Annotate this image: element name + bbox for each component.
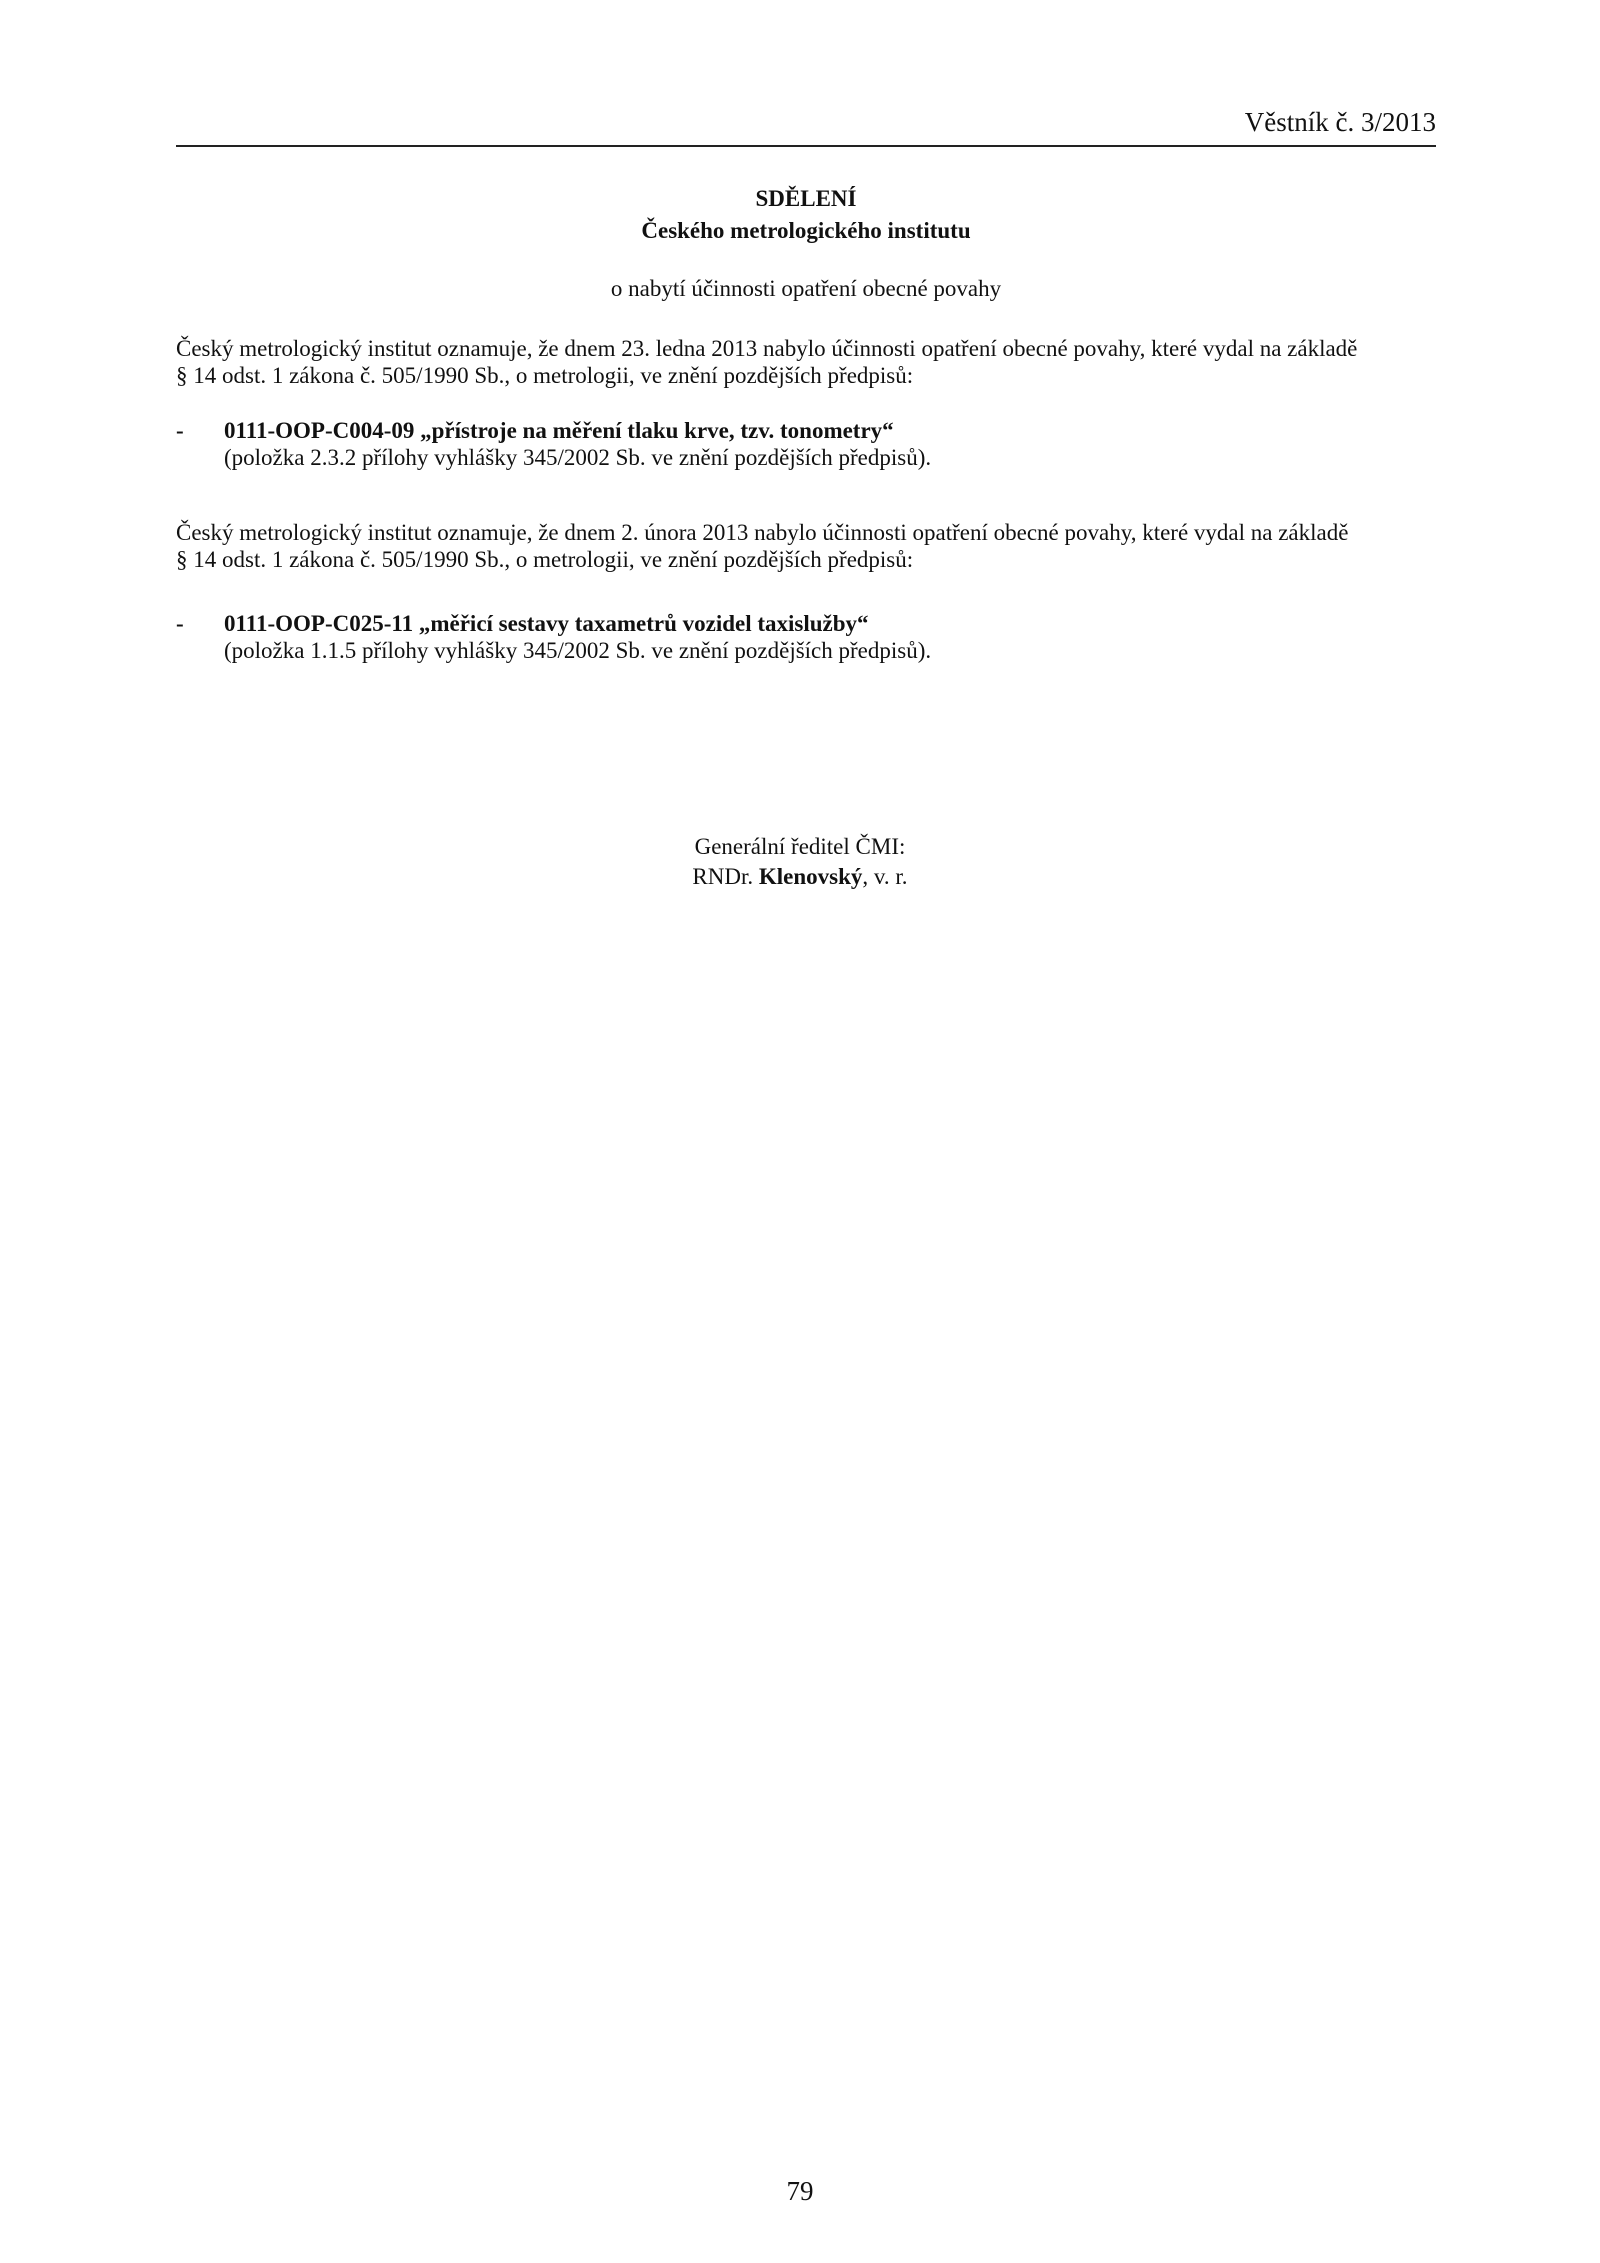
page-number: 79 (786, 2176, 814, 2206)
signature-name: Klenovský (758, 864, 863, 889)
notice-subject: o nabytí účinnosti opatření obecné povahy (610, 276, 1002, 301)
notice-subtitle: Českého metrologického institutu (641, 218, 971, 243)
section-1-list-dash: - (176, 418, 184, 443)
section-2-paragraph-line-1: Český metrologický institut oznamuje, že dnem 2. února 2013 nabylo účinnosti opatření obecné povahy, které vydal na základě (176, 520, 1349, 545)
section-2-list-dash: - (176, 611, 184, 636)
signature-suffix: , v. r. (862, 864, 908, 889)
section-1-paragraph-line-1: Český metrologický institut oznamuje, že dnem 23. ledna 2013 nabylo účinnosti opatření obecné povahy, které vydal na základě (176, 336, 1358, 361)
signature-role: Generální ředitel ČMI: (694, 834, 906, 859)
section-1-list-item-title: 0111-OOP-C004-09 „přístroje na měření tlaku krve, tzv. tonometry“ (224, 418, 894, 443)
section-1-paragraph-line-2: § 14 odst. 1 zákona č. 505/1990 Sb., o metrologii, ve znění pozdějších předpisů: (176, 363, 914, 388)
journal-issue-header: Věstník č. 3/2013 (1244, 107, 1436, 137)
notice-title: SDĚLENÍ (755, 186, 857, 211)
section-1-list-item-note: (položka 2.3.2 přílohy vyhlášky 345/2002 Sb. ve znění pozdějších předpisů). (224, 445, 932, 470)
section-2-paragraph-line-2: § 14 odst. 1 zákona č. 505/1990 Sb., o metrologii, ve znění pozdějších předpisů: (176, 547, 914, 572)
signature-prefix: RNDr. (692, 864, 754, 889)
header-divider (176, 145, 1436, 147)
section-2-list-item-title: 0111-OOP-C025-11 „měřicí sestavy taxametrů vozidel taxislužby“ (224, 611, 869, 636)
section-2-list-item-note: (položka 1.1.5 přílohy vyhlášky 345/2002 Sb. ve znění pozdějších předpisů). (224, 638, 932, 663)
signature-line (640, 865, 960, 888)
